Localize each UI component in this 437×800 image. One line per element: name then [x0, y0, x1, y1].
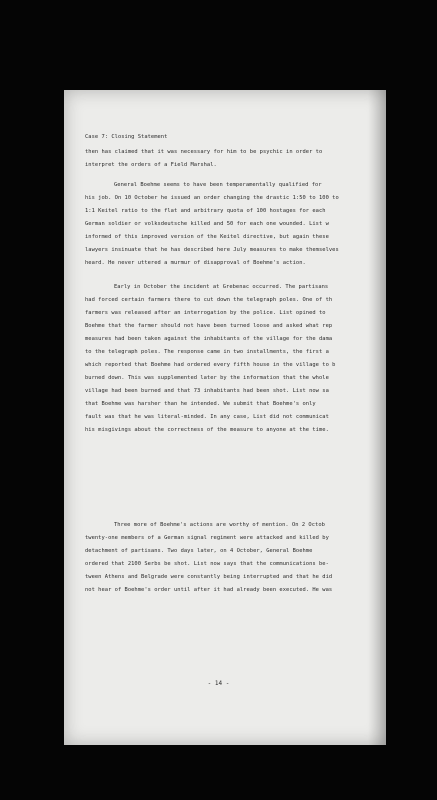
- text-line: to the telegraph poles. The response came in two installments, the first a: [85, 349, 329, 355]
- text-line: General Boehme seems to have been temperamentally qualified for: [114, 182, 322, 188]
- text-line: interpret the orders of a Field Marshal.: [85, 162, 217, 168]
- text-line: his misgivings about the correctness of the measure to anyone at the time.: [85, 427, 329, 433]
- text-line: measures had been taken against the inhabitants of the village for the dama: [85, 336, 333, 342]
- text-line: Boehme that the farmer should not have been turned loose and asked what rep: [85, 323, 333, 329]
- text-line: not hear of Boehme's order until after it had already been executed. He was: [85, 587, 333, 593]
- text-line: fault was that he was literal-minded. In any case, List did not communicat: [85, 414, 329, 420]
- text-line: then has claimed that it was necessary for him to be psychic in order to: [85, 149, 323, 155]
- page-number: - 14 -: [207, 680, 230, 687]
- text-line: tween Athens and Belgrade were constantly being interrupted and that he did: [85, 574, 333, 580]
- text-line: Early in October the incident at Grebenac occurred. The partisans: [114, 284, 329, 290]
- text-line: ordered that 2100 Serbs be shot. List now says that the communications be-: [85, 561, 329, 567]
- text-line: heard. He never uttered a murmur of disapproval of Boehme's action.: [85, 260, 306, 266]
- text-line: farmers was released after an interrogation by the police. List opined to: [85, 310, 326, 316]
- page-edge-shadow: [368, 90, 386, 745]
- text-line: that Boehme was harsher than he intended. We submit that Boehme's only: [85, 401, 316, 407]
- text-line: twenty-one members of a German signal regiment were attacked and killed by: [85, 535, 329, 541]
- document-header: Case 7: Closing Statement: [85, 134, 168, 140]
- text-line: German soldier or volksdeutsche killed and 50 for each one wounded. List w: [85, 221, 329, 227]
- text-line: Three more of Boehme's actions are worthy of mention. On 2 Octob: [114, 522, 325, 528]
- text-line: detachment of partisans. Two days later, on 4 October, General Boehme: [85, 548, 313, 554]
- text-line: village had been burned and that 73 inhabitants had been shot. List now sa: [85, 388, 329, 394]
- text-line: lawyers insinuate that he has described here July measures to make themselves: [85, 247, 339, 253]
- text-line: 1:1 Keitel ratio to the flat and arbitrary quota of 100 hostages for each: [85, 208, 326, 214]
- text-line: which reported that Boehme had ordered every fifth house in the village to b: [85, 362, 336, 368]
- text-line: burned down. This was supplemented later by the information that the whole: [85, 375, 329, 381]
- text-line: his job. On 10 October he issued an order changing the drastic 1:50 to 100 to: [85, 195, 339, 201]
- text-line: informed of this improved version of the Keitel directive, but again these: [85, 234, 329, 240]
- text-line: had forced certain farmers there to cut down the telegraph poles. One of th: [85, 297, 333, 303]
